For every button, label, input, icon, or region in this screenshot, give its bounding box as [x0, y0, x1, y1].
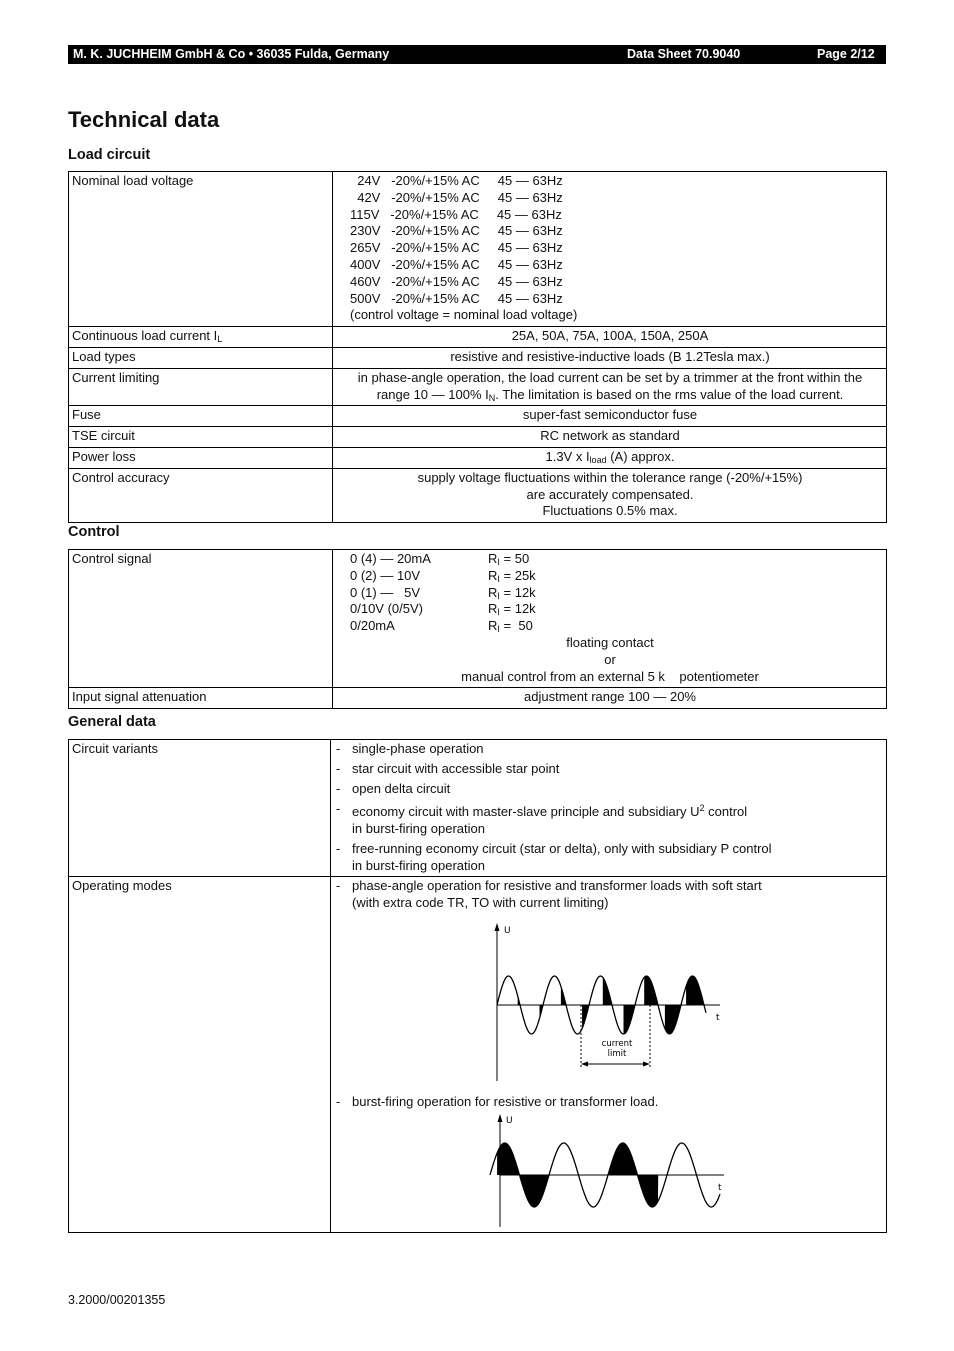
- list-item: - phase-angle operation for resistive and transformer loads with soft start: [334, 878, 884, 895]
- row-label: Power loss: [69, 447, 333, 468]
- diagram-u-label: U: [506, 1115, 513, 1126]
- general-data-table: [68, 739, 887, 1233]
- row-value: in phase-angle operation, the load current can be set by a trimmer at the front within the range 10 — 100% $I_N$. The limitation is based on the rms value of the load current.: [333, 368, 887, 406]
- control-signal-cell: [333, 550, 887, 688]
- signal-row: 0/10V (0/5V) $R_I = 12k$: [350, 601, 536, 618]
- signal-row: 0/20mA $R_I = 50$: [350, 618, 533, 635]
- u-axis-arrow-icon: [495, 923, 500, 931]
- burst-on-segment: [638, 1175, 659, 1207]
- signal-row: 0 (2) — 10V $R_I = 25k$: [350, 567, 536, 584]
- table-row: [69, 368, 887, 406]
- load-circuit-table: [68, 171, 887, 523]
- signal-row: 0 (1) — 5V $R_I = 12k$: [350, 584, 536, 601]
- list-item: - burst-firing operation for resistive or transformer load.: [334, 1094, 884, 1111]
- list-item: - free-running economy circuit (star or delta), only with subsidiary P control: [334, 841, 884, 858]
- row-value: 25A, 50A, 75A, 100A, 150A, 250A: [333, 327, 887, 348]
- row-value: RC network as standard: [333, 427, 887, 448]
- row-value: resistive and resistive-inductive loads (B 1.2Tesla max.): [333, 347, 887, 368]
- row-label: TSE circuit: [69, 427, 333, 448]
- table-row: [69, 406, 887, 427]
- floating-contact-text: floating contact: [566, 634, 654, 650]
- nominal-voltage-cell: [333, 172, 887, 327]
- list-item: - single-phase operation: [334, 741, 884, 758]
- voltage-note: (control voltage = nominal load voltage): [350, 307, 578, 323]
- table-row: [69, 347, 887, 368]
- circuit-variants-cell: [331, 740, 887, 877]
- row-label: Nominal load voltage: [69, 172, 333, 327]
- voltage-row: 460V -20%/+15% AC 45 — 63Hz: [350, 273, 563, 289]
- voltage-row: 42V -20%/+15% AC 45 — 63Hz: [350, 189, 563, 205]
- list-item-continued: (with extra code TR, TO with current limiting): [352, 895, 609, 911]
- voltage-row: 115V -20%/+15% AC 45 — 63Hz: [350, 206, 562, 222]
- section-heading-control: Control: [68, 524, 120, 540]
- list-item-continued: in burst-firing operation: [352, 820, 485, 836]
- voltage-row: 500V -20%/+15% AC 45 — 63Hz: [350, 290, 563, 306]
- row-label: Control accuracy: [69, 468, 333, 522]
- diagram-t-label: t: [716, 1012, 720, 1023]
- list-item-continued: in burst-firing operation: [352, 857, 485, 873]
- header-page: Page 2/12: [817, 47, 875, 61]
- table-row: [69, 327, 887, 348]
- list-item: - star circuit with accessible star point: [334, 761, 884, 778]
- row-label: Continuous load current $I_L$: [69, 327, 333, 348]
- row-value: adjustment range 100 — 20%: [333, 688, 887, 709]
- u-axis-arrow-icon: [498, 1114, 503, 1122]
- section-heading-general-data: General data: [68, 714, 156, 730]
- table-row: [69, 427, 887, 448]
- control-table: [68, 549, 887, 709]
- voltage-row: 265V -20%/+15% AC 45 — 63Hz: [350, 240, 563, 256]
- table-row: [69, 877, 887, 1232]
- footer-doc-number: 3.2000/00201355: [68, 1293, 166, 1307]
- row-value: super-fast semiconductor fuse: [333, 406, 887, 427]
- row-label: Operating modes: [69, 877, 331, 1232]
- list-item: - economy circuit with master-slave principle and subsidiary $U^2$ control: [334, 801, 884, 821]
- limit-arrow-left-icon: [581, 1061, 588, 1066]
- table-row: [69, 550, 887, 688]
- row-label: Input signal attenuation: [69, 688, 333, 709]
- voltage-row: 24V -20%/+15% AC 45 — 63Hz: [350, 173, 563, 188]
- list-item: - open delta circuit: [334, 781, 884, 798]
- header-bar: [68, 45, 886, 64]
- row-label: Fuse: [69, 406, 333, 427]
- row-value: 1.3V x $I_{load}$ (A) approx.: [333, 447, 887, 468]
- row-label: Circuit variants: [69, 740, 331, 877]
- table-row: [69, 468, 887, 522]
- table-row: [69, 740, 887, 877]
- diagram-t-label: t: [718, 1182, 722, 1193]
- voltage-row: 230V -20%/+15% AC 45 — 63Hz: [350, 223, 563, 239]
- row-value: supply voltage fluctuations within the tolerance range (-20%/+15%) are accurately compensated. Fluctuations 0.5% max.: [333, 468, 887, 522]
- burst-firing-diagram: [484, 1112, 884, 1230]
- row-label: Control signal: [69, 550, 333, 688]
- row-label: Current limiting: [69, 368, 333, 406]
- row-label: Load types: [69, 347, 333, 368]
- current-limit-label: current: [601, 1038, 633, 1049]
- table-row: [69, 447, 887, 468]
- phase-angle-diagram: [484, 916, 884, 1084]
- current-limit-label: limit: [607, 1048, 627, 1059]
- header-company: M. K. JUCHHEIM GmbH & Co • 36035 Fulda, Germany: [73, 47, 390, 61]
- operating-modes-cell: [331, 877, 887, 1232]
- signal-row: 0 (4) — 20mA $R_I = 50$: [350, 551, 530, 567]
- or-text: or: [604, 651, 616, 667]
- diagram-u-label: U: [504, 925, 511, 936]
- voltage-row: 400V -20%/+15% AC 45 — 63Hz: [350, 256, 563, 272]
- section-heading-load-circuit: Load circuit: [68, 147, 151, 163]
- page-title: Technical data: [68, 107, 220, 132]
- manual-control-text: manual control from an external 5 k potentiometer: [461, 668, 759, 684]
- limit-arrow-right-icon: [643, 1061, 650, 1066]
- table-row: [69, 172, 887, 327]
- header-datasheet: Data Sheet 70.9040: [627, 47, 741, 61]
- table-row: [69, 688, 887, 709]
